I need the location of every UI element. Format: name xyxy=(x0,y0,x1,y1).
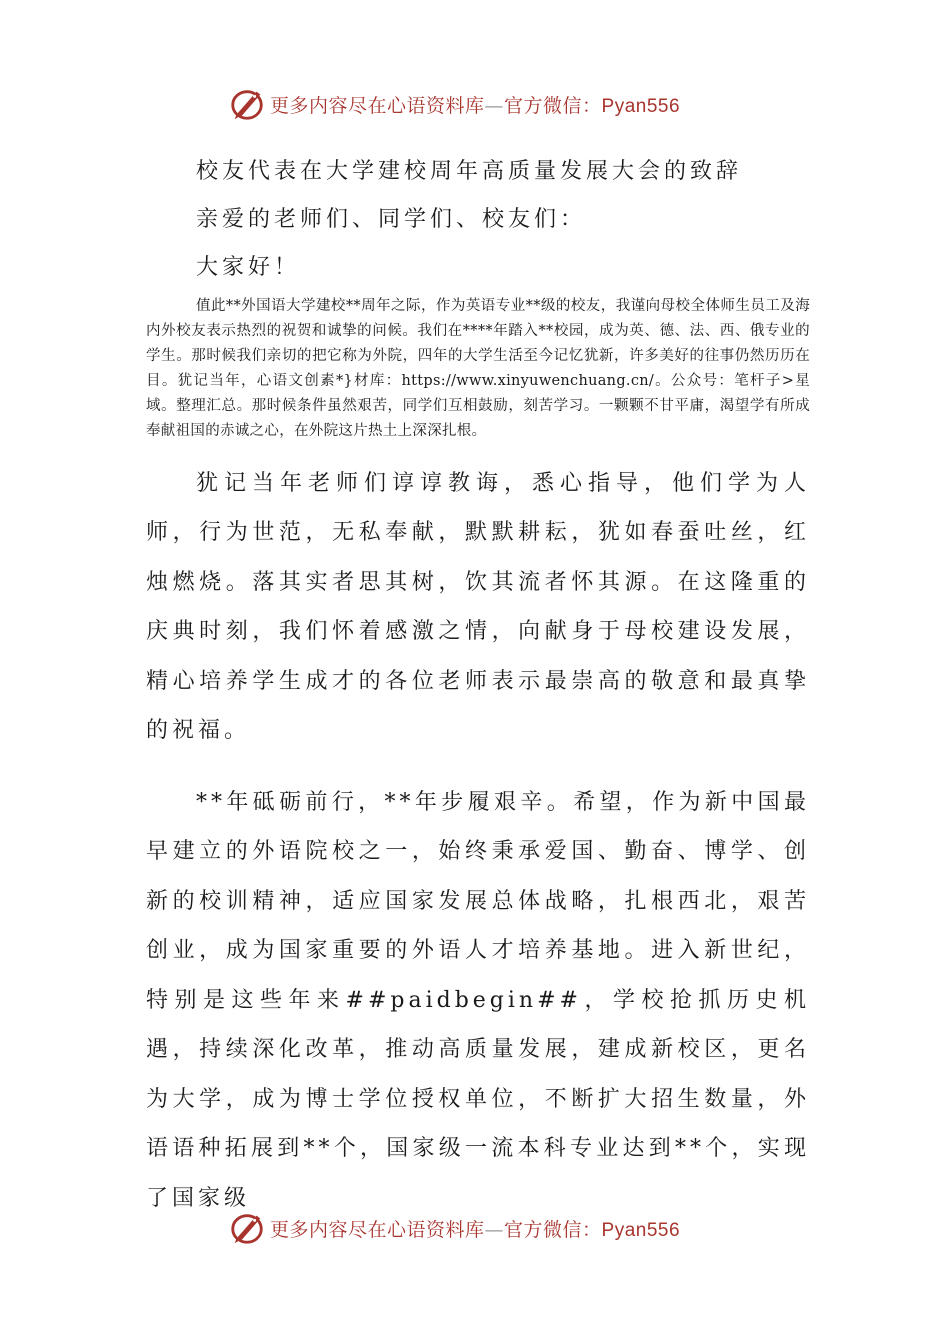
document-body xyxy=(146,150,810,1245)
banner-separator: — xyxy=(484,1218,505,1241)
banner-main-text: 更多内容尽在心语资料库 xyxy=(270,1218,485,1241)
banner-wechat-label: 官方微信： xyxy=(504,94,602,117)
banner-wechat-id: Pyan556 xyxy=(601,95,681,117)
banner-main-text: 更多内容尽在心语资料库 xyxy=(270,94,485,117)
header-banner xyxy=(228,84,748,124)
footer-banner xyxy=(228,1208,748,1248)
greeting: 大家好！ xyxy=(196,255,301,280)
banner-wechat-label: 官方微信： xyxy=(504,1218,602,1241)
banner-text xyxy=(270,91,680,118)
banner-separator: — xyxy=(484,94,505,117)
salutation: 亲爱的老师们、同学们、校友们： xyxy=(196,207,587,232)
banner-wechat-id: Pyan556 xyxy=(601,1219,681,1241)
document-title: 校友代表在大学建校周年高质量发展大会的致辞 xyxy=(196,159,743,184)
paragraph-teachers: 犹记当年老师们谆谆教诲，悉心指导，他们学为人师，行为世范，无私奉献，默默耕耘，犹如春蚕吐丝，红烛燃烧。落其实者思其树，饮其流者怀其源。在这隆重的庆典时刻，我们怀着感激之情，向献身于母校建设发展，精心培养学生成才的各位老师表示最崇高的敬意和最真挚的祝福。 xyxy=(146,470,810,743)
pen-logo-icon xyxy=(228,85,266,123)
paragraph-history: **年砥砺前行，**年步履艰辛。希望，作为新中国最早建立的外语院校之一，始终秉承爱国、勤奋、博学、创新的校训精神，适应国家发展总体战略，扎根西北，艰苦创业，成为国家重要的外语人才培养基地。进入新世纪，特别是这些年来##paidbegin##，学校抢抓历史机遇，持续深化改革，推动高质量发展，建成新校区，更名为大学，成为博士学位授权单位，不断扩大招生数量，外语语种拓展到**个，国家级一流本科专业达到**个，实现了国家级 xyxy=(146,789,810,1211)
paragraph-intro: 值此**外国语大学建校**周年之际，作为英语专业**级的校友，我谨向母校全体师生员工及海内外校友表示热烈的祝贺和诚挚的问候。我们在****年踏入**校园，成为英、德、法、西、俄专业的学生。那时候我们亲切的把它称为外院，四年的大学生活至今记忆犹新，许多美好的往事仍然历历在目。犹记当年，心语文创素*}材库：https://www.xinyuwenchuang.cn/。公众号：笔杆子>星域。整理汇总。那时候条件虽然艰苦，同学们互相鼓励，刻苦学习。一颗颗不甘平庸，渴望学有所成奉献祖国的赤诚之心，在外院这片热土上深深扎根。 xyxy=(146,298,810,439)
banner-text xyxy=(270,1215,680,1242)
pen-logo-icon xyxy=(228,1209,266,1247)
